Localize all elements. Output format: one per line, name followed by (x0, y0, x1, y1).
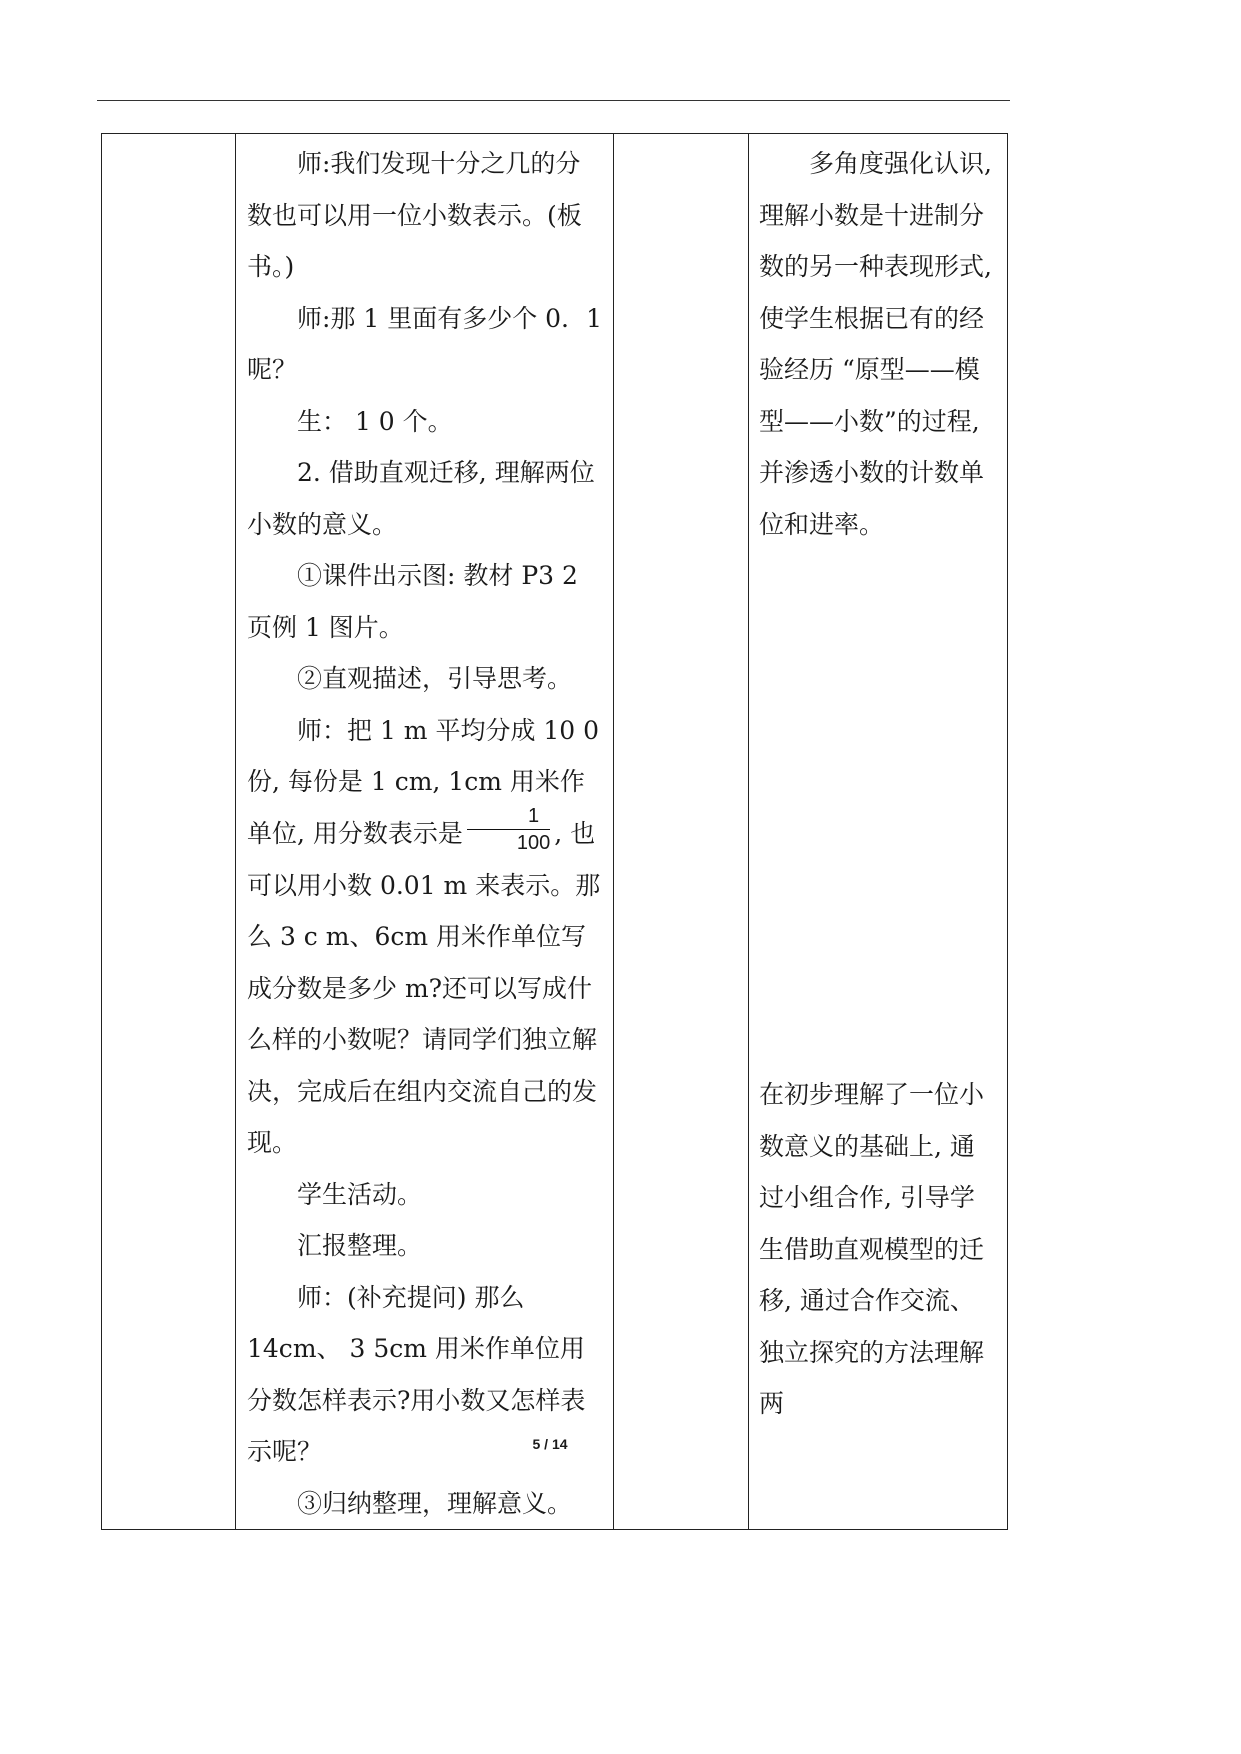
fraction-paragraph-text-before: 师：把 1 m 平均分成 10 0 份, 每份是 1 cm, 1cm 用米作单位, 用分数表示是 (247, 715, 600, 848)
fraction-paragraph (247, 705, 603, 1169)
fraction-one-hundredth (467, 805, 550, 854)
teaching-process-cell (236, 134, 614, 1530)
process-paragraph: ③归纳整理，理解意义。 (297, 1488, 573, 1518)
student-activity-cell (614, 134, 749, 1530)
process-paragraph: 师：(补充提问) 那么 14cm、 3 5cm 用米作单位用分数怎样表示?用小数又怎样表示呢？ (247, 1282, 586, 1466)
fraction-paragraph-text-after: , 也可以用小数 0.01 m 来表示。那么 3 c m、6cm 用米作单位写成分数是多少 m?还可以写成什么样的小数呢？请同学们独立解决，完成后在组内交流自己的发现。 (247, 818, 601, 1157)
header-rule (97, 100, 1010, 101)
process-paragraph: 师:我们发现十分之几的分数也可以用一位小数表示。(板书。) (247, 149, 582, 281)
process-paragraph: 生： 1 0 个。 (297, 406, 453, 436)
design-note: 多角度强化认识, 理解小数是十进制分数的另一种表现形式, 使学生根据已有的经验经历 “原型——模型——小数”的过程, 并渗透小数的计数单位和进率。 (759, 149, 992, 539)
note-spacer (759, 550, 999, 1069)
fraction-numerator: 1 (467, 805, 550, 830)
fraction-denominator: 100 (516, 831, 551, 854)
process-paragraph: ②直观描述，引导思考。 (297, 664, 573, 693)
process-paragraph: 2. 借助直观迁移, 理解两位小数的意义。 (247, 458, 595, 539)
process-paragraph: 学生活动。 (297, 1179, 423, 1209)
table-row (102, 134, 1008, 1530)
page-number: 5 / 14 (532, 1436, 568, 1452)
design-note: 在初步理解了一位小数意义的基础上, 通过小组合作, 引导学生借助直观模型的迁移, 通过合作交流、独立探究的方法理解两 (759, 1080, 985, 1418)
process-paragraph: ①课件出示图: 教材 P3 2 页例 1 图片。 (247, 561, 578, 642)
process-paragraph: 师:那 1 里面有多少个 0．1 呢？ (247, 303, 602, 384)
design-intent-cell (749, 134, 1008, 1530)
lesson-plan-table (101, 133, 1008, 1530)
process-paragraph: 汇报整理。 (297, 1231, 423, 1260)
stage-cell (102, 134, 236, 1530)
